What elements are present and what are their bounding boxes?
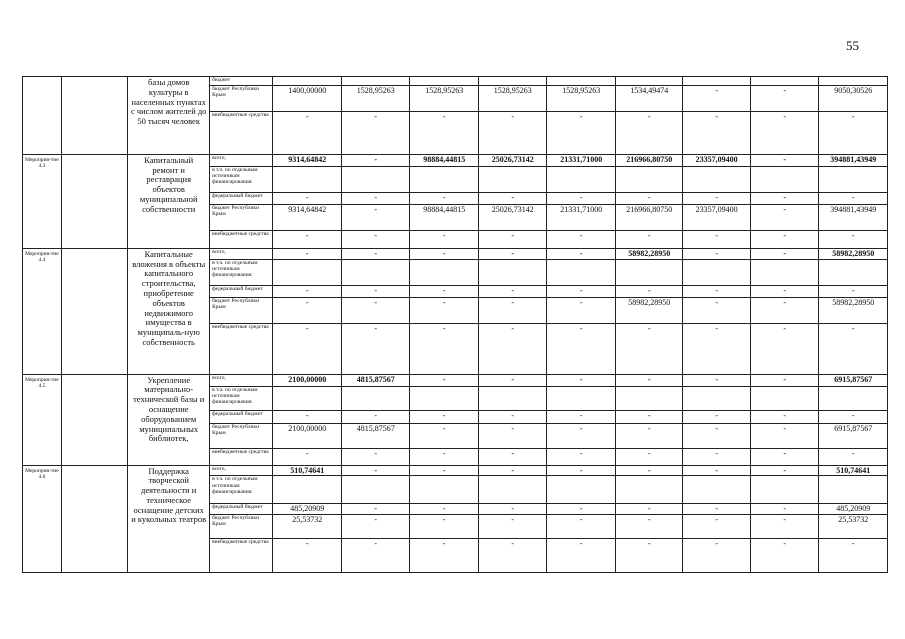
amount-cell: [478, 77, 547, 86]
amount-cell: -: [547, 423, 616, 448]
amount-cell: [273, 386, 342, 410]
event-cell: Мероприя-тие 4.5: [23, 374, 62, 465]
activity-name-cell: Капитальные вложения в объекты капитального строительства, приобретение объектов недвижимого имущества в муниципаль-ную собственность: [128, 248, 210, 374]
amount-cell: 2100,00000: [273, 423, 342, 448]
funding-source-cell: всего,: [210, 374, 273, 386]
amount-cell: -: [341, 449, 410, 465]
amount-cell: -: [547, 465, 616, 476]
amount-cell: -: [410, 286, 479, 298]
amount-cell: [478, 386, 547, 410]
amount-cell: -: [750, 298, 819, 324]
funding-source-cell: бюджет Республики Крым: [210, 85, 273, 111]
amount-cell: -: [683, 503, 750, 514]
amount-cell: -: [615, 423, 682, 448]
amount-cell: -: [819, 324, 888, 374]
amount-cell: [819, 386, 888, 410]
amount-cell: -: [478, 503, 547, 514]
table-row: [23, 77, 888, 86]
amount-cell: 216966,80750: [615, 154, 682, 166]
amount-cell: -: [341, 112, 410, 155]
amount-cell: -: [683, 231, 750, 249]
amount-cell: -: [410, 465, 479, 476]
amount-cell: 58982,28950: [819, 298, 888, 324]
amount-cell: [683, 77, 750, 86]
amount-cell: [547, 166, 616, 192]
funding-source-cell: федеральный бюджет: [210, 193, 273, 205]
blank-cell: [61, 465, 127, 573]
amount-cell: -: [615, 410, 682, 423]
amount-cell: 21331,71000: [547, 154, 616, 166]
amount-cell: [273, 476, 342, 503]
amount-cell: 485,20909: [819, 503, 888, 514]
amount-cell: 6915,87567: [819, 374, 888, 386]
amount-cell: -: [547, 324, 616, 374]
budget-table: [22, 76, 888, 573]
amount-cell: -: [615, 465, 682, 476]
amount-cell: [819, 77, 888, 86]
amount-cell: -: [478, 193, 547, 205]
amount-cell: 216966,80750: [615, 205, 682, 231]
amount-cell: [615, 166, 682, 192]
funding-source-cell: внебюджетные средства: [210, 538, 273, 572]
amount-cell: 25026,73142: [478, 154, 547, 166]
amount-cell: 510,74641: [819, 465, 888, 476]
amount-cell: -: [273, 298, 342, 324]
amount-cell: -: [410, 503, 479, 514]
amount-cell: 98884,44815: [410, 205, 479, 231]
amount-cell: [819, 166, 888, 192]
amount-cell: [410, 386, 479, 410]
amount-cell: -: [750, 205, 819, 231]
amount-cell: -: [547, 248, 616, 259]
amount-cell: -: [750, 423, 819, 448]
funding-source-cell: внебюджетные средства: [210, 231, 273, 249]
amount-cell: 9050,30526: [819, 85, 888, 111]
amount-cell: -: [683, 112, 750, 155]
amount-cell: -: [819, 231, 888, 249]
amount-cell: -: [341, 410, 410, 423]
amount-cell: -: [615, 449, 682, 465]
funding-source-cell: всего,: [210, 465, 273, 476]
table-row: [23, 374, 888, 386]
amount-cell: -: [683, 538, 750, 572]
amount-cell: [410, 166, 479, 192]
funding-source-cell: федеральный бюджет: [210, 410, 273, 423]
amount-cell: -: [683, 298, 750, 324]
amount-cell: -: [478, 298, 547, 324]
amount-cell: -: [341, 324, 410, 374]
activity-name-cell: Капитальный ремонт и реставрация объектов муниципальной собственности: [128, 154, 210, 248]
amount-cell: -: [341, 503, 410, 514]
blank-cell: [61, 374, 127, 465]
blank-cell: [61, 154, 127, 248]
event-cell: Мероприя-тие 4.6: [23, 465, 62, 573]
amount-cell: -: [750, 286, 819, 298]
amount-cell: [410, 259, 479, 285]
amount-cell: -: [410, 112, 479, 155]
amount-cell: 1528,95263: [478, 85, 547, 111]
amount-cell: -: [273, 112, 342, 155]
amount-cell: -: [683, 423, 750, 448]
table-row: [23, 154, 888, 166]
funding-source-cell: в т.ч. по отдельным источникам финансирования:: [210, 476, 273, 503]
amount-cell: -: [819, 449, 888, 465]
activity-name-cell: базы домов культуры в населенных пунктах с числом жителей до 50 тысяч человек: [128, 77, 210, 155]
amount-cell: -: [750, 248, 819, 259]
funding-source-cell: в т.ч. по отдельным источникам финансирования:: [210, 259, 273, 285]
funding-source-cell: внебюджетные средства: [210, 324, 273, 374]
amount-cell: -: [273, 324, 342, 374]
amount-cell: -: [478, 465, 547, 476]
amount-cell: [547, 259, 616, 285]
amount-cell: -: [547, 503, 616, 514]
blank-cell: [61, 248, 127, 374]
funding-source-cell: бюджет Республики Крым: [210, 514, 273, 538]
amount-cell: -: [683, 374, 750, 386]
amount-cell: 4815,87567: [341, 423, 410, 448]
amount-cell: -: [478, 514, 547, 538]
funding-source-cell: федеральный бюджет: [210, 286, 273, 298]
amount-cell: -: [683, 465, 750, 476]
amount-cell: -: [341, 286, 410, 298]
amount-cell: -: [615, 503, 682, 514]
funding-source-cell: в т.ч. по отдельным источникам финансирования:: [210, 166, 273, 192]
amount-cell: 1528,95263: [410, 85, 479, 111]
amount-cell: 1528,95263: [341, 85, 410, 111]
amount-cell: -: [819, 193, 888, 205]
amount-cell: [615, 259, 682, 285]
amount-cell: -: [273, 193, 342, 205]
amount-cell: -: [410, 374, 479, 386]
amount-cell: 98884,44815: [410, 154, 479, 166]
amount-cell: -: [478, 286, 547, 298]
amount-cell: -: [478, 248, 547, 259]
event-cell: Мероприя-тие 4.3: [23, 154, 62, 248]
amount-cell: 58982,28950: [615, 298, 682, 324]
amount-cell: -: [410, 324, 479, 374]
amount-cell: -: [273, 449, 342, 465]
amount-cell: [341, 476, 410, 503]
funding-source-cell: внебюджетные средства: [210, 449, 273, 465]
amount-cell: -: [547, 193, 616, 205]
amount-cell: -: [750, 465, 819, 476]
amount-cell: -: [341, 193, 410, 205]
funding-source-cell: всего,: [210, 154, 273, 166]
amount-cell: [683, 386, 750, 410]
amount-cell: -: [683, 286, 750, 298]
amount-cell: [683, 476, 750, 503]
amount-cell: -: [615, 538, 682, 572]
amount-cell: -: [273, 286, 342, 298]
amount-cell: -: [750, 85, 819, 111]
amount-cell: -: [478, 112, 547, 155]
amount-cell: -: [819, 112, 888, 155]
amount-cell: -: [547, 538, 616, 572]
amount-cell: [341, 166, 410, 192]
amount-cell: 21331,71000: [547, 205, 616, 231]
amount-cell: -: [341, 538, 410, 572]
funding-source-cell: внебюджетные средства: [210, 112, 273, 155]
amount-cell: -: [341, 465, 410, 476]
amount-cell: -: [750, 449, 819, 465]
amount-cell: -: [410, 538, 479, 572]
amount-cell: -: [410, 298, 479, 324]
amount-cell: -: [683, 324, 750, 374]
amount-cell: 2100,00000: [273, 374, 342, 386]
amount-cell: 25,53732: [819, 514, 888, 538]
amount-cell: -: [750, 410, 819, 423]
amount-cell: [615, 476, 682, 503]
amount-cell: -: [547, 298, 616, 324]
amount-cell: 23357,09400: [683, 154, 750, 166]
amount-cell: 1400,00000: [273, 85, 342, 111]
table-row: [23, 465, 888, 476]
amount-cell: -: [615, 514, 682, 538]
amount-cell: -: [547, 410, 616, 423]
amount-cell: -: [478, 324, 547, 374]
amount-cell: -: [410, 193, 479, 205]
amount-cell: -: [410, 514, 479, 538]
amount-cell: [478, 259, 547, 285]
amount-cell: [410, 476, 479, 503]
amount-cell: [750, 386, 819, 410]
amount-cell: -: [750, 112, 819, 155]
activity-name-cell: Укрепление материально-технической базы и оснащение оборудованием муниципальных библиотек,: [128, 374, 210, 465]
amount-cell: -: [341, 154, 410, 166]
funding-source-cell: федеральный бюджет: [210, 503, 273, 514]
funding-source-cell: бюджет: [210, 77, 273, 86]
amount-cell: -: [273, 248, 342, 259]
amount-cell: 394881,43949: [819, 154, 888, 166]
amount-cell: -: [410, 410, 479, 423]
amount-cell: 1528,95263: [547, 85, 616, 111]
amount-cell: -: [478, 538, 547, 572]
amount-cell: [750, 476, 819, 503]
amount-cell: -: [683, 410, 750, 423]
funding-source-cell: всего,: [210, 248, 273, 259]
blank-cell: [61, 77, 127, 155]
amount-cell: 485,20909: [273, 503, 342, 514]
amount-cell: -: [478, 374, 547, 386]
amount-cell: -: [615, 112, 682, 155]
amount-cell: -: [410, 231, 479, 249]
amount-cell: -: [547, 374, 616, 386]
amount-cell: -: [750, 193, 819, 205]
amount-cell: -: [341, 298, 410, 324]
amount-cell: [547, 386, 616, 410]
amount-cell: -: [683, 193, 750, 205]
amount-cell: -: [341, 248, 410, 259]
amount-cell: [341, 386, 410, 410]
amount-cell: -: [547, 112, 616, 155]
amount-cell: -: [615, 193, 682, 205]
funding-source-cell: в т.ч. по отдельным источникам финансирования:: [210, 386, 273, 410]
amount-cell: [410, 77, 479, 86]
amount-cell: -: [615, 286, 682, 298]
amount-cell: -: [750, 503, 819, 514]
amount-cell: -: [819, 286, 888, 298]
amount-cell: [819, 476, 888, 503]
amount-cell: -: [478, 423, 547, 448]
amount-cell: -: [478, 410, 547, 423]
funding-source-cell: бюджет Республики Крым: [210, 298, 273, 324]
amount-cell: [547, 77, 616, 86]
amount-cell: -: [750, 538, 819, 572]
amount-cell: [547, 476, 616, 503]
amount-cell: -: [750, 374, 819, 386]
amount-cell: -: [410, 449, 479, 465]
amount-cell: -: [819, 410, 888, 423]
amount-cell: [478, 166, 547, 192]
amount-cell: [819, 259, 888, 285]
amount-cell: -: [615, 231, 682, 249]
amount-cell: -: [683, 449, 750, 465]
amount-cell: [615, 77, 682, 86]
amount-cell: 6915,87567: [819, 423, 888, 448]
amount-cell: -: [547, 286, 616, 298]
funding-source-cell: бюджет Республики Крым: [210, 205, 273, 231]
amount-cell: -: [478, 231, 547, 249]
page-number: 55: [846, 38, 859, 53]
amount-cell: -: [341, 205, 410, 231]
table-row: [23, 248, 888, 259]
amount-cell: [478, 476, 547, 503]
activity-name-cell: Поддержка творческой деятельности и техническое оснащение детских и кукольных театров: [128, 465, 210, 573]
amount-cell: -: [750, 154, 819, 166]
amount-cell: 394881,43949: [819, 205, 888, 231]
amount-cell: [341, 77, 410, 86]
amount-cell: -: [750, 231, 819, 249]
amount-cell: [615, 386, 682, 410]
amount-cell: [683, 259, 750, 285]
amount-cell: -: [547, 449, 616, 465]
amount-cell: [273, 166, 342, 192]
amount-cell: [341, 259, 410, 285]
amount-cell: -: [683, 514, 750, 538]
amount-cell: 25,53732: [273, 514, 342, 538]
amount-cell: -: [819, 538, 888, 572]
amount-cell: 23357,09400: [683, 205, 750, 231]
amount-cell: -: [547, 514, 616, 538]
amount-cell: -: [273, 538, 342, 572]
amount-cell: -: [750, 514, 819, 538]
amount-cell: -: [615, 324, 682, 374]
amount-cell: -: [341, 231, 410, 249]
amount-cell: 58982,28950: [615, 248, 682, 259]
amount-cell: -: [683, 85, 750, 111]
amount-cell: 58982,28950: [819, 248, 888, 259]
amount-cell: 9314,64842: [273, 205, 342, 231]
funding-source-cell: бюджет Республики Крым: [210, 423, 273, 448]
amount-cell: -: [478, 449, 547, 465]
amount-cell: -: [547, 231, 616, 249]
amount-cell: 1534,49474: [615, 85, 682, 111]
amount-cell: -: [683, 248, 750, 259]
amount-cell: -: [410, 423, 479, 448]
amount-cell: [273, 77, 342, 86]
amount-cell: -: [615, 374, 682, 386]
amount-cell: -: [750, 324, 819, 374]
amount-cell: 9314,64842: [273, 154, 342, 166]
event-cell: Мероприя-тие 4.4: [23, 248, 62, 374]
amount-cell: [750, 259, 819, 285]
amount-cell: 510,74641: [273, 465, 342, 476]
amount-cell: [273, 259, 342, 285]
amount-cell: 4815,87567: [341, 374, 410, 386]
amount-cell: -: [341, 514, 410, 538]
amount-cell: [683, 166, 750, 192]
amount-cell: -: [273, 231, 342, 249]
amount-cell: [750, 166, 819, 192]
event-cell: [23, 77, 62, 155]
amount-cell: 25026,73142: [478, 205, 547, 231]
amount-cell: [750, 77, 819, 86]
amount-cell: -: [410, 248, 479, 259]
amount-cell: -: [273, 410, 342, 423]
